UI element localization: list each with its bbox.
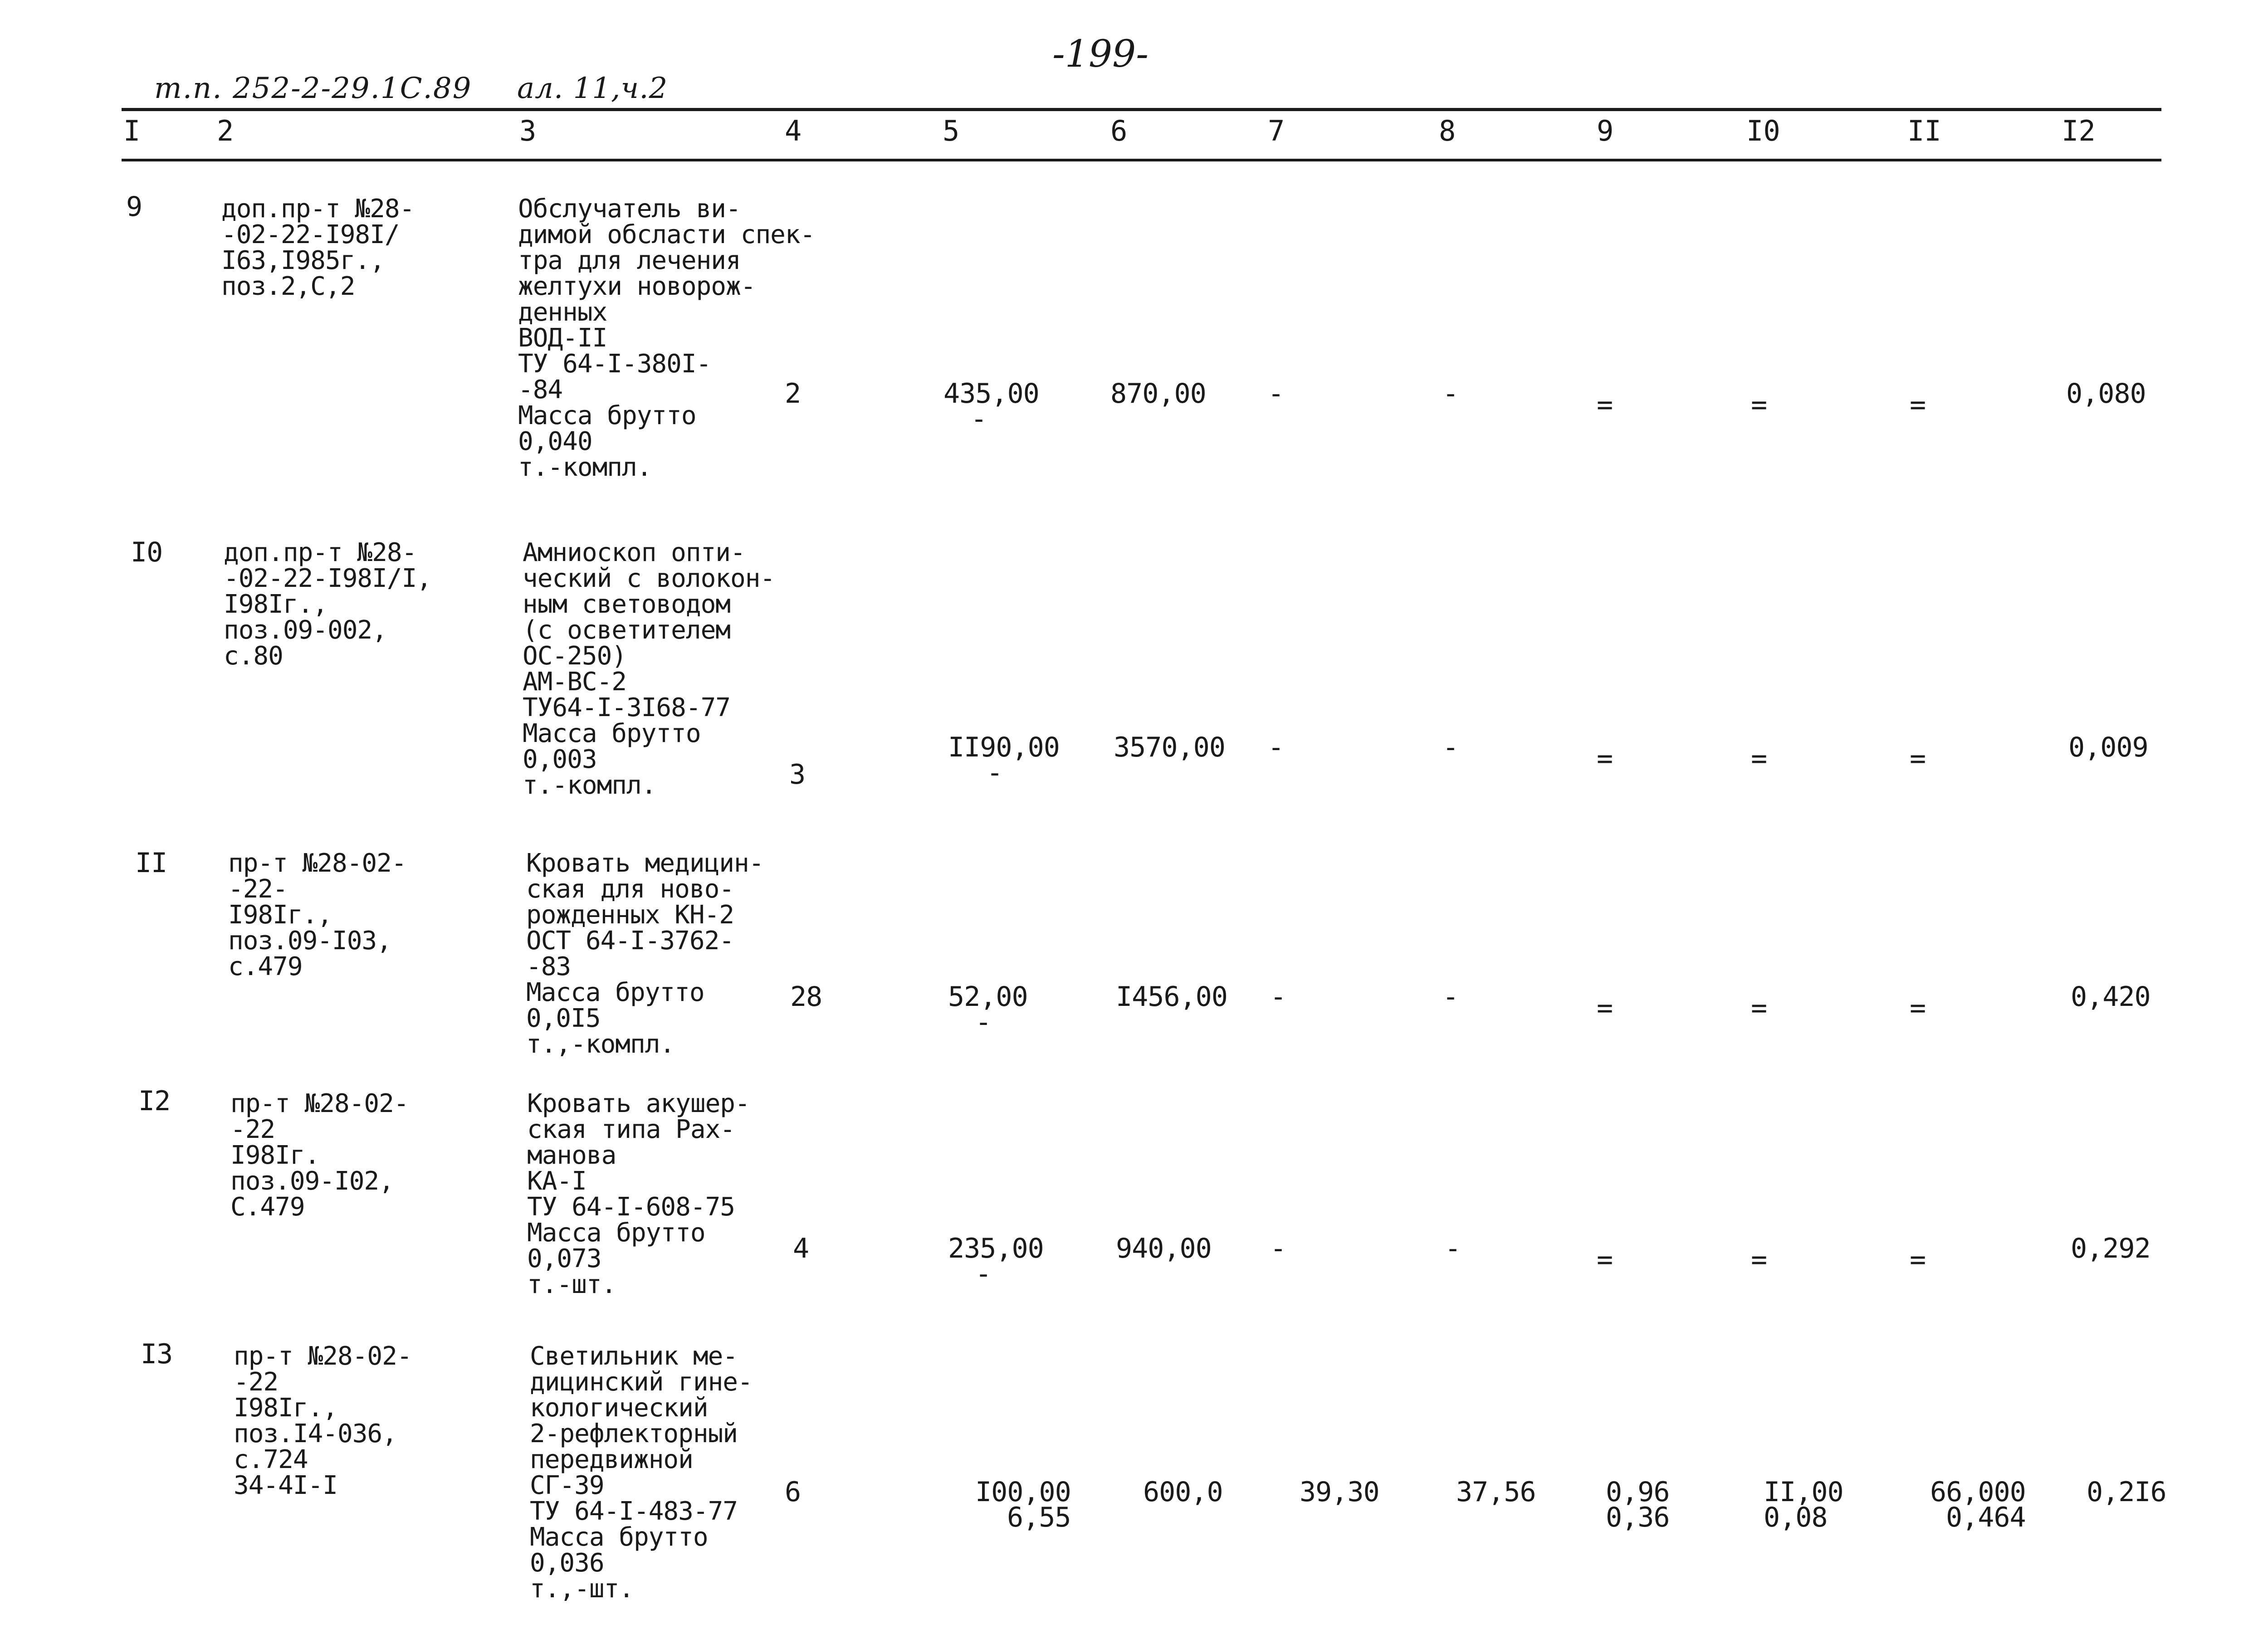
row-col10: = <box>1751 743 1767 775</box>
row-unit-price-sub: - <box>975 1006 992 1038</box>
row-quantity: 28 <box>790 981 822 1013</box>
row-unit-price: II90,00 <box>948 732 1060 763</box>
row-reference: доп.пр-т №28- -02-22-I98I/ I63,I985г., поз.2,С,2 <box>221 194 415 301</box>
row-col11-sub: 0,464 <box>1946 1502 2026 1533</box>
row-unit-price-sub: - <box>971 403 987 435</box>
page-number: -199- <box>1052 33 1149 76</box>
row-quantity: 6 <box>785 1476 801 1508</box>
table-top-rule <box>122 108 2161 111</box>
row-col8: - <box>1442 732 1459 763</box>
row-col10: II,00 <box>1764 1476 1843 1508</box>
row-col8: 37,56 <box>1456 1476 1536 1508</box>
row-col8: - <box>1442 378 1459 410</box>
row-unit-price-sub: - <box>987 757 1003 789</box>
row-unit-price: I00,00 <box>975 1476 1071 1508</box>
row-unit-price: 435,00 <box>943 378 1039 410</box>
row-col10-sub: 0,08 <box>1764 1502 1828 1533</box>
row-item-name: Светильник ме- дицинский гине- кологический 2-рефлекторный передвижной СГ-39 ТУ 64-I-483-77 Масса брутто 0,036 т.,-шт. <box>530 1341 753 1604</box>
row-col8: - <box>1445 1233 1461 1264</box>
column-header-8: 8 <box>1439 114 1456 147</box>
row-col11: = <box>1910 389 1926 421</box>
row-total-price: 870,00 <box>1110 378 1206 410</box>
row-col9-sub: 0,36 <box>1606 1502 1670 1533</box>
row-col7: - <box>1270 981 1286 1013</box>
row-total-price: 940,00 <box>1116 1233 1212 1264</box>
row-col9: = <box>1597 389 1613 421</box>
row-col7: 39,30 <box>1300 1476 1379 1508</box>
row-mass: 0,292 <box>2071 1233 2151 1264</box>
row-total-price: I456,00 <box>1116 981 1227 1013</box>
row-col11: = <box>1910 1244 1926 1276</box>
row-number: I2 <box>138 1085 171 1117</box>
column-header-3: 3 <box>519 114 537 147</box>
document-code: т.п. 252-2-29.1С.89 <box>154 72 472 105</box>
row-mass: 0,009 <box>2068 732 2148 763</box>
column-header-6: 6 <box>1110 114 1128 147</box>
column-header-7: 7 <box>1268 114 1285 147</box>
row-col11: 66,000 <box>1930 1476 2026 1508</box>
row-col9: = <box>1597 743 1613 775</box>
row-number: 9 <box>126 191 142 223</box>
column-header-5: 5 <box>943 114 960 147</box>
row-mass: 0,080 <box>2066 378 2146 410</box>
row-unit-price-sub: - <box>975 1258 992 1290</box>
row-quantity: 4 <box>793 1233 809 1264</box>
column-header-9: 9 <box>1597 114 1614 147</box>
row-number: I0 <box>131 537 163 568</box>
row-reference: пр-т №28-02- -22 I98Iг. поз.09-I02, С.479 <box>230 1089 409 1222</box>
row-reference: пр-т №28-02- -22 I98Iг., поз.I4-036, с.724 34-4I-I <box>234 1341 412 1500</box>
row-unit-price: 52,00 <box>948 981 1028 1013</box>
row-reference: пр-т №28-02- -22- I98Iг., поз.09-I03, с.479 <box>228 849 406 981</box>
row-unit-price-sub: 6,55 <box>1007 1502 1071 1533</box>
row-col7: - <box>1268 378 1284 410</box>
row-item-name: Кровать акушер- ская типа Рах- манова КА-I ТУ 64-I-608-75 Масса брутто 0,073 т.-шт. <box>527 1089 750 1299</box>
row-item-name: Кровать медицин- ская для ново- рожденных КН-2 ОСТ 64-I-3762- -83 Масса брутто 0,0I5 т.,-компл. <box>526 849 764 1059</box>
row-reference: доп.пр-т №28- -02-22-I98I/I, I98Iг., поз.09-002, с.80 <box>224 538 432 671</box>
row-col11: = <box>1910 743 1926 775</box>
table-header-rule <box>122 159 2161 161</box>
row-total-price: 3570,00 <box>1114 732 1225 763</box>
row-unit-price: 235,00 <box>948 1233 1044 1264</box>
column-header-12: I2 <box>2062 114 2096 147</box>
row-col10: = <box>1751 992 1767 1024</box>
row-number: I3 <box>141 1338 173 1370</box>
row-col10: = <box>1751 389 1767 421</box>
row-item-name: Амниоскоп опти- ческий с волокон- ным световодом (с осветителем ОС-250) АМ-ВС-2 ТУ64-I-3I68-77 Масса брутто 0,003 т.-компл. <box>523 538 775 800</box>
row-quantity: 3 <box>789 759 806 790</box>
row-col7: - <box>1268 732 1284 763</box>
row-quantity: 2 <box>785 378 801 410</box>
row-mass: 0,2I6 <box>2087 1476 2166 1508</box>
column-header-4: 4 <box>785 114 802 147</box>
row-col9: = <box>1597 1244 1613 1276</box>
column-header-2: 2 <box>217 114 234 147</box>
row-mass: 0,420 <box>2071 981 2151 1013</box>
row-col9: 0,96 <box>1606 1476 1670 1508</box>
sheet-reference: ал. 11,ч.2 <box>517 72 668 105</box>
row-col10: = <box>1751 1244 1767 1276</box>
column-header-11: II <box>1907 114 1941 147</box>
row-number: II <box>135 847 167 879</box>
row-total-price: 600,0 <box>1143 1476 1223 1508</box>
row-col9: = <box>1597 992 1613 1024</box>
row-col7: - <box>1270 1233 1286 1264</box>
row-col8: - <box>1442 981 1459 1013</box>
column-header-10: I0 <box>1746 114 1780 147</box>
row-item-name: Обслучатель ви- димой обсласти спек- тра для лечения желтухи новорож- денных ВОД-II ТУ 64-I-380I- -84 Масса брутто 0,040 т.-компл. <box>518 194 815 482</box>
column-header-1: I <box>123 114 141 147</box>
row-col11: = <box>1910 992 1926 1024</box>
